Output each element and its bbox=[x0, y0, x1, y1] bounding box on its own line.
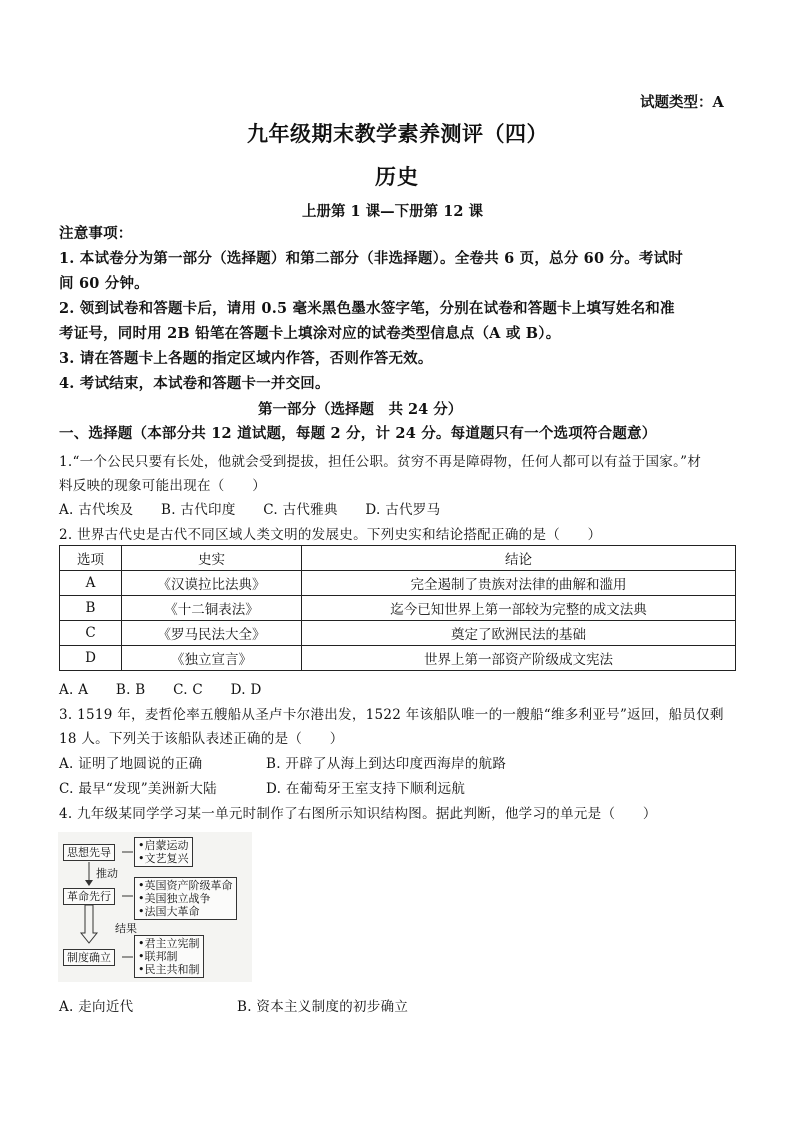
question-2-stem: 2. 世界古代史是古代不同区域人类文明的发展史。下列史实和结论搭配正确的是（ ） bbox=[59, 527, 602, 543]
note-line: 3. 请在答题卡上各题的指定区域内作答，否则作答无效。 bbox=[59, 350, 433, 367]
table-cell: C bbox=[60, 621, 122, 646]
question-3-stem: 3. 1519 年，麦哲伦率五艘船从圣卢卡尔港出发，1522 年该船队唯一的一艘船“维多利亚号”返回，船员仅剩 bbox=[59, 707, 724, 723]
page-title: 九年级期末教学素养测评（四） bbox=[247, 121, 548, 146]
table-cell: B bbox=[60, 596, 122, 621]
question-1-stem-cont: 料反映的现象可能出现在（ ） bbox=[59, 478, 266, 494]
question-3-stem-cont: 18 人。下列关于该船队表述正确的是（ ） bbox=[59, 731, 344, 747]
table-header-row bbox=[60, 546, 736, 571]
diagram-item: •英国资产阶级革命 bbox=[138, 879, 233, 892]
table-cell: 《独立宣言》 bbox=[122, 646, 302, 671]
diagram-group-2 bbox=[134, 877, 237, 920]
diagram-box-revolution: 革命先行 bbox=[63, 888, 115, 905]
diagram-item: •文艺复兴 bbox=[138, 852, 189, 865]
table-cell: 《十二铜表法》 bbox=[122, 596, 302, 621]
subject-title: 历史 bbox=[375, 164, 419, 189]
question-3-option-c: C. 最早“发现”美洲新大陆 bbox=[59, 781, 217, 797]
table-cell: A bbox=[60, 571, 122, 596]
note-line: 1. 本试卷分为第一部分（选择题）和第二部分（非选择题）。全卷共 6 页，总分 60 分。考试时 bbox=[59, 250, 683, 267]
question-1-stem: 1.“一个公民只要有长处，他就会受到提拔，担任公职。贫穷不再是障碍物，任何人都可以有益于国家。”材 bbox=[59, 454, 702, 470]
table-cell: 迄今已知世界上第一部较为完整的成文法典 bbox=[302, 596, 736, 621]
diagram-box-system: 制度确立 bbox=[63, 949, 115, 966]
table-cell: D bbox=[60, 646, 122, 671]
question-3-option-d: D. 在葡萄牙王室支持下顺利远航 bbox=[266, 781, 466, 797]
diagram-item: •法国大革命 bbox=[138, 905, 200, 918]
table-row bbox=[60, 646, 736, 671]
table-cell: 完全遏制了贵族对法律的曲解和滥用 bbox=[302, 571, 736, 596]
note-line: 考证号，同时用 2B 铅笔在答题卡上填涂对应的试卷类型信息点（A 或 B）。 bbox=[59, 325, 561, 342]
table-cell: 《罗马民法大全》 bbox=[122, 621, 302, 646]
note-line: 2. 领到试卷和答题卡后，请用 0.5 毫米黑色墨水签字笔，分别在试卷和答题卡上填写姓名和准 bbox=[59, 300, 675, 317]
question-2-table bbox=[59, 545, 736, 671]
question-2-options: A. A B. B C. C D. D bbox=[59, 682, 262, 698]
question-4-option-a: A. 走向近代 bbox=[59, 999, 134, 1015]
diagram-label-result: 结果 bbox=[115, 922, 137, 935]
diagram-item: •联邦制 bbox=[138, 950, 178, 963]
question-4-option-b: B. 资本主义制度的初步确立 bbox=[237, 999, 409, 1015]
part1-title: 第一部分（选择题 共 24 分） bbox=[258, 401, 463, 418]
diagram-group-1 bbox=[134, 837, 193, 867]
diagram-item: •启蒙运动 bbox=[138, 839, 189, 852]
section-heading: 一、选择题（本部分共 12 道试题，每题 2 分，计 24 分。每道题只有一个选项符合题意） bbox=[59, 425, 657, 442]
exam-type: 试题类型：A bbox=[640, 94, 724, 111]
table-cell: 世界上第一部资产阶级成文宪法 bbox=[302, 646, 736, 671]
note-line: 间 60 分钟。 bbox=[59, 275, 149, 292]
notes-heading: 注意事项： bbox=[59, 225, 133, 242]
note-line: 4. 考试结束，本试卷和答题卡一并交回。 bbox=[59, 375, 330, 392]
diagram-group-3 bbox=[134, 935, 204, 978]
table-row bbox=[60, 596, 736, 621]
table-header: 选项 bbox=[60, 546, 122, 571]
table-cell: 《汉谟拉比法典》 bbox=[122, 571, 302, 596]
table-row bbox=[60, 621, 736, 646]
question-3-option-a: A. 证明了地圆说的正确 bbox=[59, 756, 203, 772]
scope-subtitle: 上册第 1 课—下册第 12 课 bbox=[302, 203, 483, 220]
diagram-item: •民主共和制 bbox=[138, 963, 200, 976]
diagram-box-thought: 思想先导 bbox=[63, 844, 115, 861]
table-cell: 奠定了欧洲民法的基础 bbox=[302, 621, 736, 646]
table-header: 结论 bbox=[302, 546, 736, 571]
question-3-option-b: B. 开辟了从海上到达印度西海岸的航路 bbox=[266, 756, 507, 772]
table-header: 史实 bbox=[122, 546, 302, 571]
diagram-item: •美国独立战争 bbox=[138, 892, 211, 905]
question-4-stem: 4. 九年级某同学学习某一单元时制作了右图所示知识结构图。据此判断，他学习的单元是（ ） bbox=[59, 806, 657, 822]
table-row bbox=[60, 571, 736, 596]
knowledge-structure-diagram bbox=[58, 832, 252, 982]
diagram-item: •君主立宪制 bbox=[138, 937, 200, 950]
diagram-label-promote: 推动 bbox=[96, 867, 118, 880]
question-1-options: A. 古代埃及 B. 古代印度 C. 古代雅典 D. 古代罗马 bbox=[59, 502, 441, 518]
